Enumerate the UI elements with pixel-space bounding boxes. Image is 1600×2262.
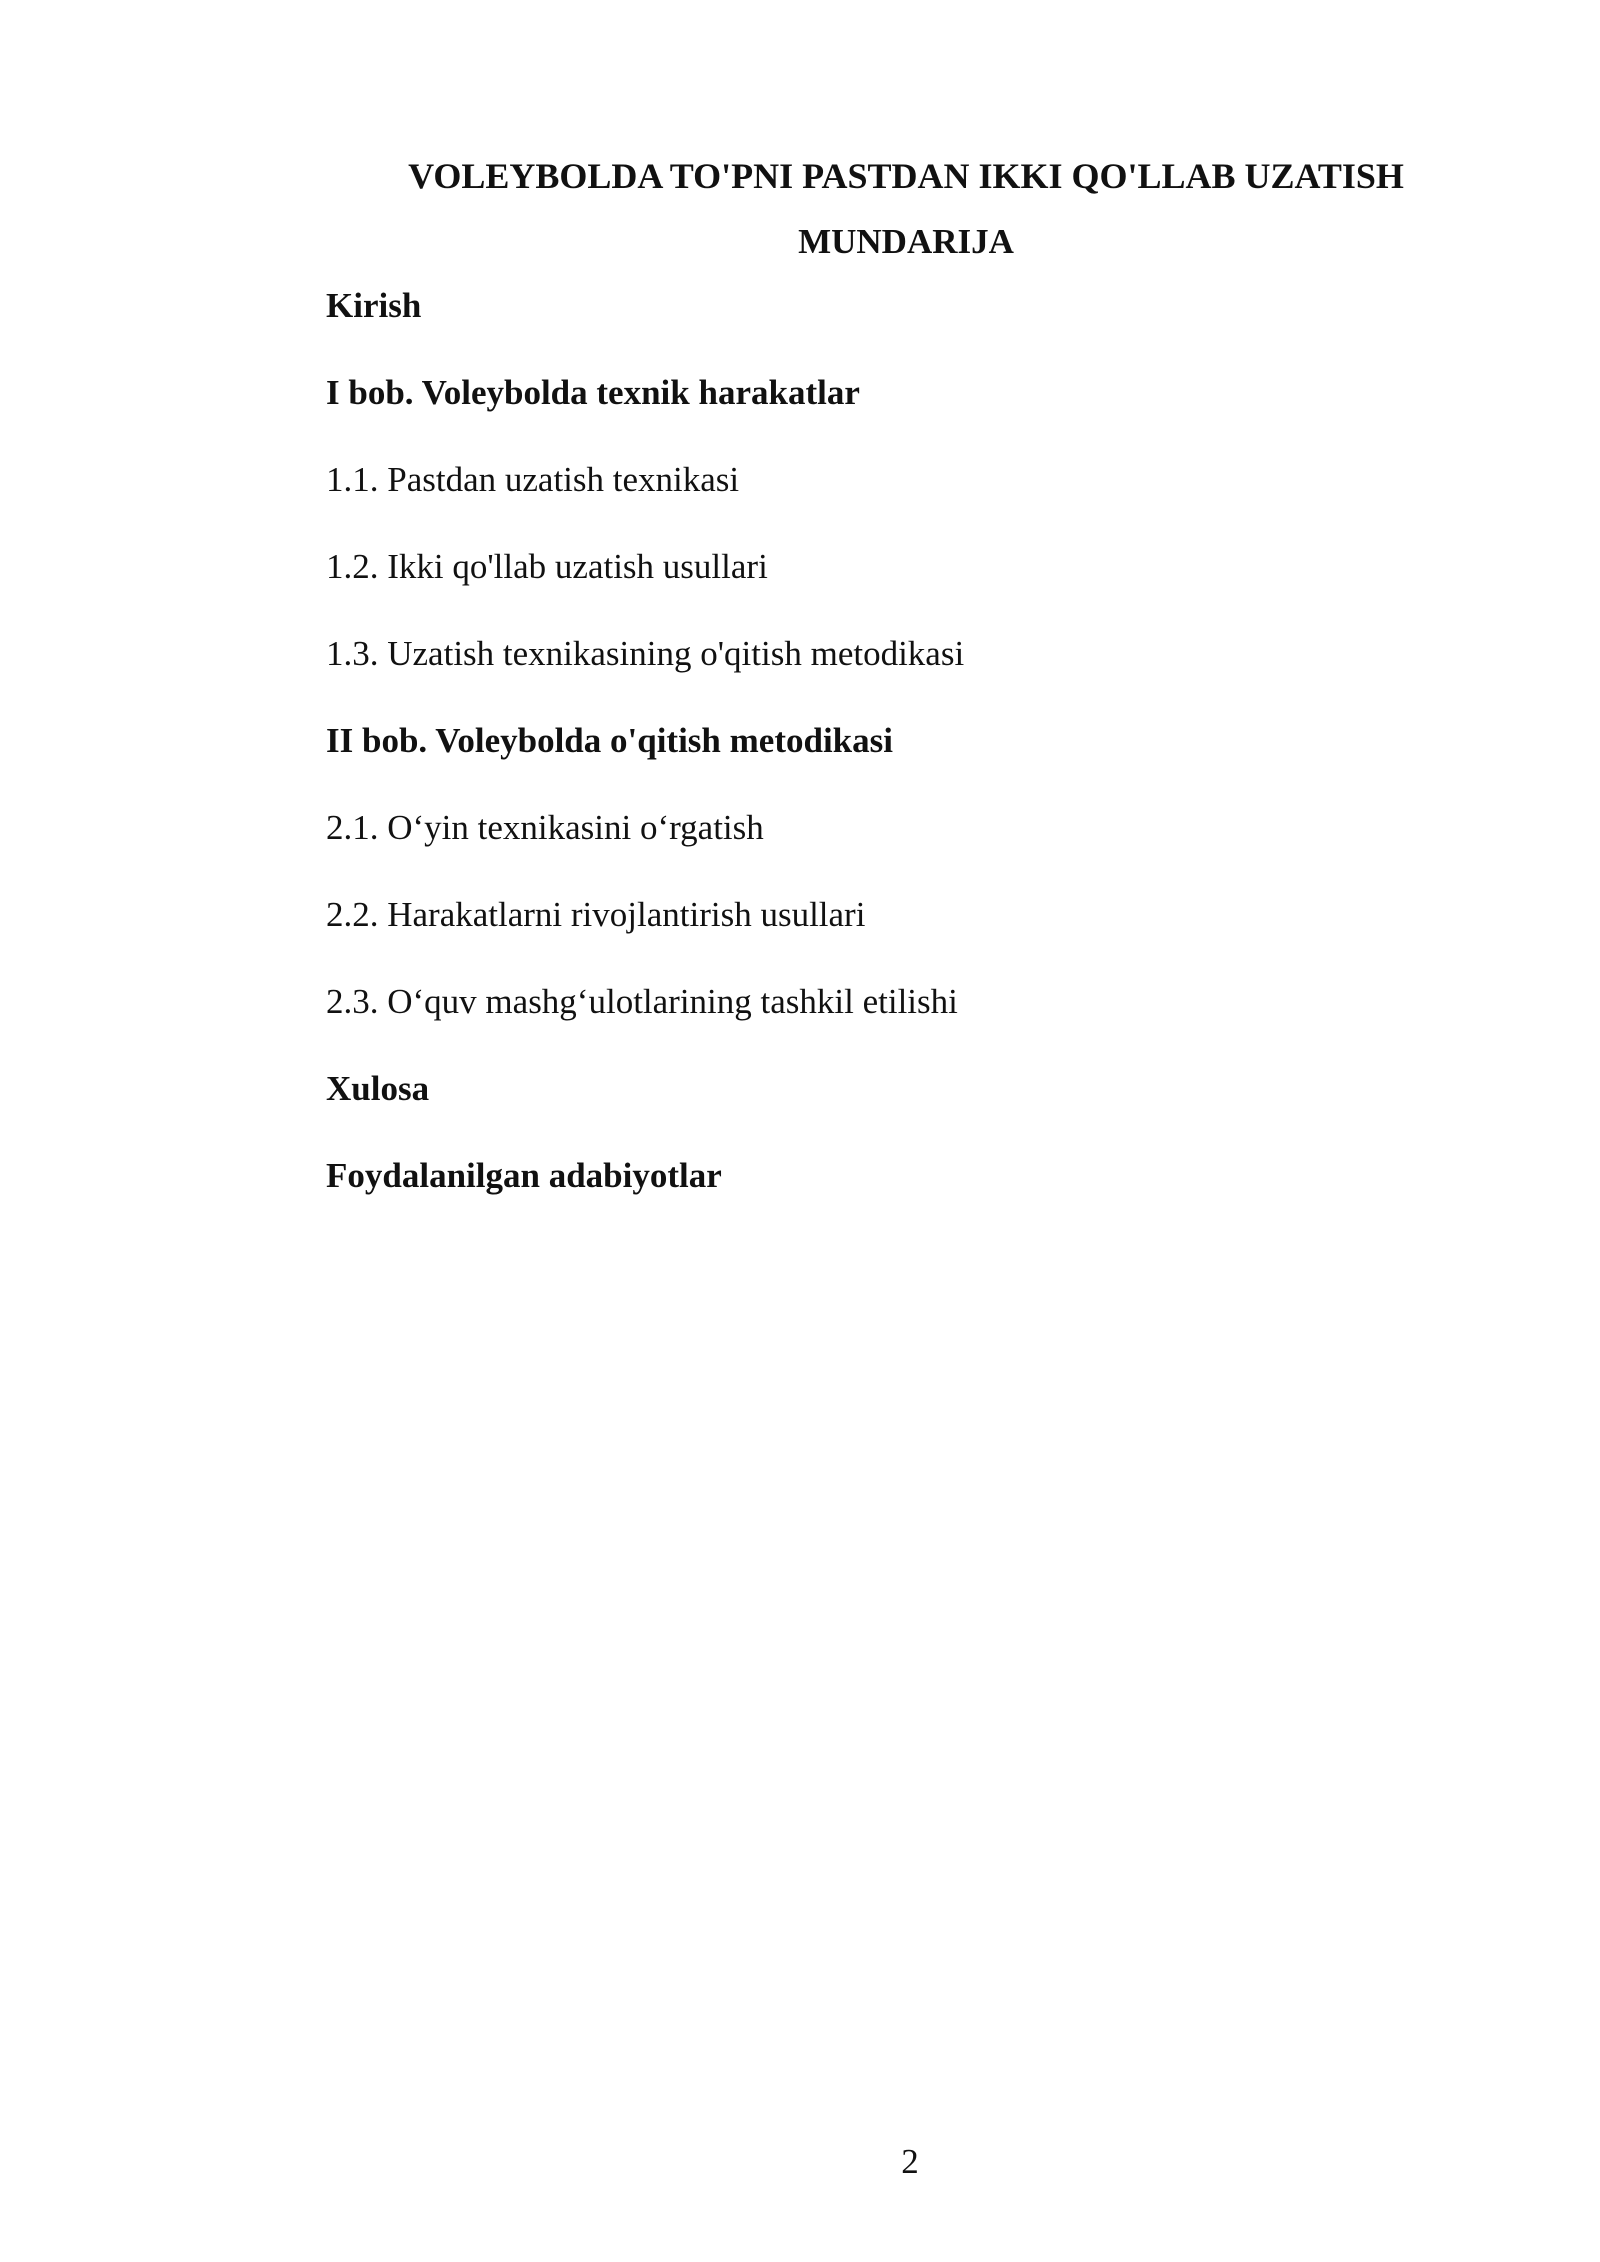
toc-heading: MUNDARIJA xyxy=(798,222,1014,261)
document-title: VOLEYBOLDA TO'PNI PASTDAN IKKI QO'LLAB UZATISH xyxy=(408,156,1404,196)
toc-entry-chapter-1: I bob. Voleybolda texnik harakatlar xyxy=(326,373,860,412)
toc-entry-2-3: 2.3. O‘quv mashg‘ulotlarining tashkil etilishi xyxy=(326,982,958,1021)
table-of-contents xyxy=(326,278,1486,1235)
toc-entry-adabiyotlar: Foydalanilgan adabiyotlar xyxy=(326,1156,722,1195)
toc-entry-1-1: 1.1. Pastdan uzatish texnikasi xyxy=(326,460,740,499)
toc-entry-kirish: Kirish xyxy=(326,286,422,325)
toc-entry-chapter-2: II bob. Voleybolda o'qitish metodikasi xyxy=(326,721,893,760)
toc-entry-1-2: 1.2. Ikki qo'llab uzatish usullari xyxy=(326,547,768,586)
toc-entry-2-1: 2.1. O‘yin texnikasini o‘rgatish xyxy=(326,808,764,847)
toc-entry-1-3: 1.3. Uzatish texnikasining o'qitish metodikasi xyxy=(326,634,965,673)
toc-entry-xulosa: Xulosa xyxy=(326,1069,430,1108)
page-number: 2 xyxy=(901,2142,919,2181)
toc-entry-2-2: 2.2. Harakatlarni rivojlantirish usullari xyxy=(326,895,866,934)
